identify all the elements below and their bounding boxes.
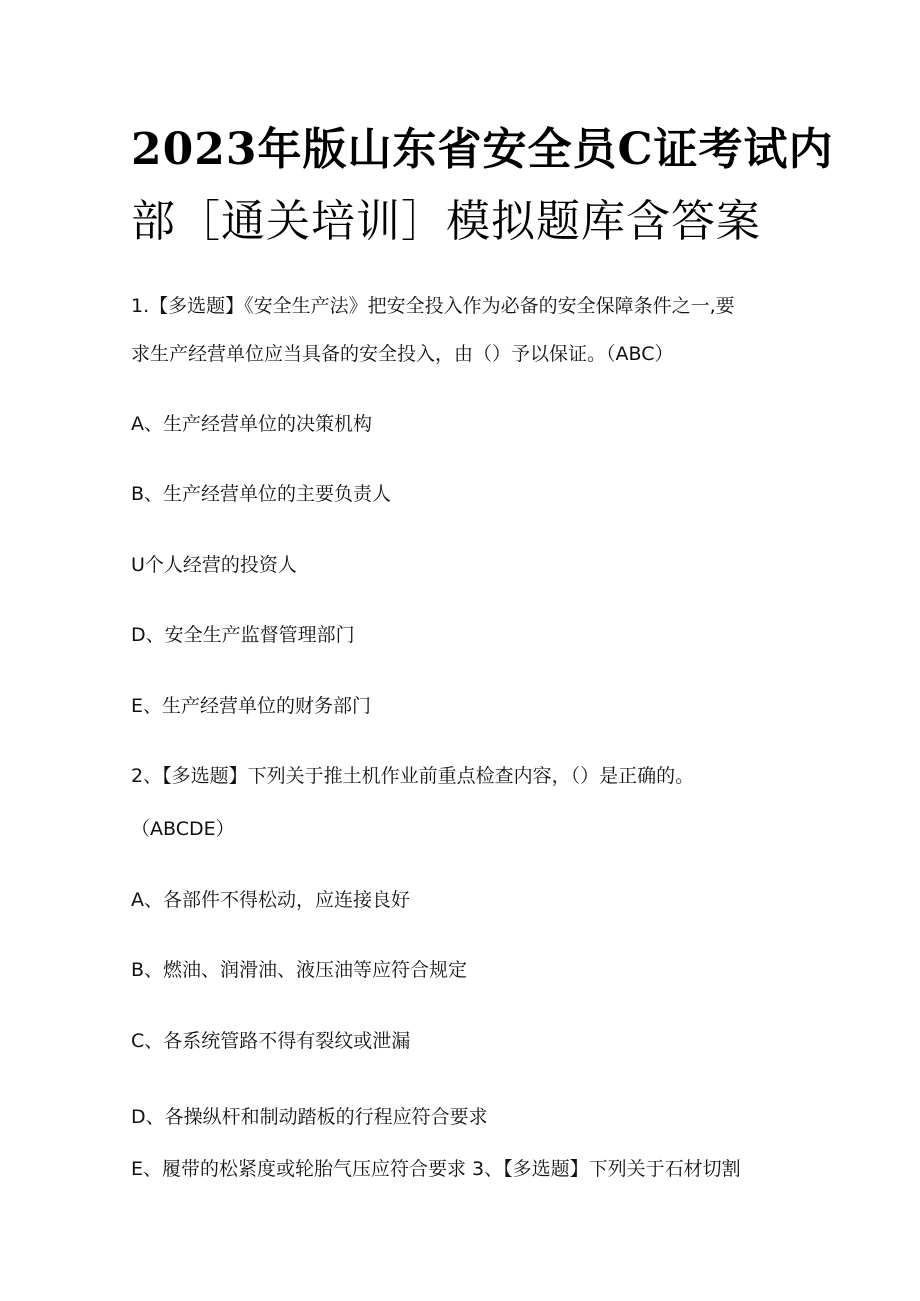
- question-1-option-c: U个人经营的投资人: [131, 554, 297, 576]
- question-2-text-line-1: 2、【多选题】下列关于推土机作业前重点检查内容，（）是正确的。: [131, 765, 695, 787]
- question-1-option-d: D、安全生产监督管理部门: [131, 624, 355, 646]
- question-2-answer: （ABCDE）: [131, 818, 235, 840]
- question-2-option-e: E、履带的松紧度或轮胎气压应符合要求 3、【多选题】下列关于石材切割: [131, 1158, 741, 1180]
- question-1-option-b: B、生产经营单位的主要负责人: [131, 483, 392, 505]
- question-1-option-e: E、生产经营单位的财务部门: [131, 695, 372, 717]
- question-2-option-d: D、各操纵杆和制动踏板的行程应符合要求: [131, 1106, 488, 1128]
- question-1-text-line-1: 1.【多选题】《安全生产法》把安全投入作为必备的安全保障条件之一,要: [131, 295, 735, 317]
- question-2-option-c: C、各系统管路不得有裂纹或泄漏: [131, 1030, 411, 1052]
- question-2-option-b: B、燃油、润滑油、液压油等应符合规定: [131, 959, 468, 981]
- document-title-line-2: 部［通关培训］模拟题库含答案: [131, 196, 761, 247]
- document-title-line-1: 2023年版山东省安全员C证考试内: [131, 124, 834, 175]
- question-1-text-line-2: 求生产经营单位应当具备的安全投入，由（）予以保证。（ABC）: [131, 343, 674, 365]
- question-1-option-a: A、生产经营单位的决策机构: [131, 413, 372, 435]
- question-2-option-a: A、各部件不得松动，应连接良好: [131, 889, 410, 911]
